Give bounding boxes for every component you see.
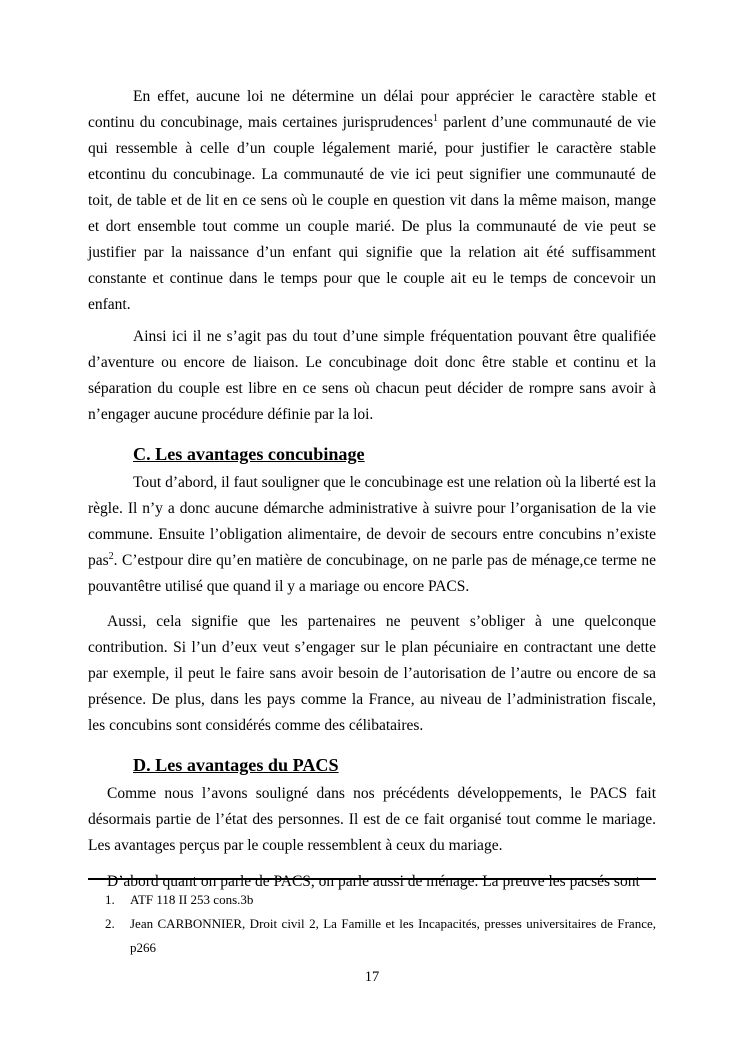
paragraph-text: . C’estpour dire qu’en matière de concubinage, on ne parle pas de ménage,ce terme ne pouvantêtre utilisé que quand il y a mariage ou encore PACS. [88, 552, 656, 595]
footnote-area [88, 878, 656, 960]
paragraph-dabord-quant: D’abord quant on parle de PACS, on parle aussi de ménage. La preuve les pacsés sont [107, 873, 640, 890]
paragraph-comme-nous: Comme nous l’avons souligné dans nos précédents développements, le PACS fait désormais partie de l’état des personnes. Il est de ce fait organisé tout comme le mariage. Les avantages perçus par le couple ressemblent à ceux du mariage. [88, 785, 656, 854]
footnote-item-2 [88, 912, 656, 960]
footnote-ref-2: 2 [108, 550, 114, 562]
footnote-item-1 [88, 888, 656, 912]
paragraph-text: En effet, aucune loi ne détermine un délai pour apprécier le caractère stable et continu du concubinage, mais certaines jurisprudences [88, 88, 656, 131]
footnote-text: ATF 118 II 253 cons.3b [130, 892, 254, 907]
document-body [88, 84, 656, 895]
footnote-number: 2. [105, 916, 115, 931]
section-heading-d [88, 752, 656, 778]
paragraph-text: Tout d’abord, il faut souligner que le concubinage est une relation où la liberté est la règle. Il n’y a donc aucune démarche administrative à suivre pour l’organisation de la vie commune. Ensuite l’obligation alimentaire, de devoir de secours entre concubins n’existe pas [88, 474, 656, 569]
paragraph-text: parlent d’une communauté de vie qui ressemble à celle d’un couple légalement marié, pour justifier le caractère stable etcontinu du concubinage. La communauté de vie ici peut signifier une communauté de toit, de table et de lit en ce sens où le couple en question vit dans la même maison, mange et dort ensemble tout comme un couple marié. De plus la communauté de vie peut se justifier par la naissance d’un enfant qui signifie que la relation ait été suffisamment constante et continue dans le temps pour que le couple ait eu le temps de concevoir un enfant. [88, 114, 657, 313]
paragraph-tout-dabord [88, 470, 656, 600]
footnote-number: 1. [105, 892, 115, 907]
paragraph-aussi: Aussi, cela signifie que les partenaires ne peuvent s’obliger à une quelconque contribution. Si l’un d’eux veut s’engager sur le plan pécuniaire en contractant une dette par exemple, il peut le faire sans avoir besoin de l’autorisation de l’autre ou encore de sa présence. De plus, dans les pays comme la France, au niveau de l’administration fiscale, les concubins sont considérés comme des célibataires. [88, 613, 656, 734]
section-heading-c [88, 441, 656, 467]
section-heading-d-text: D. Les avantages du PACS [133, 755, 339, 775]
footnote-ref-1: 1 [433, 112, 438, 124]
section-heading-c-text: C. Les avantages concubinage [133, 444, 365, 464]
page-number: 17 [364, 969, 380, 985]
footnote-separator-rule [88, 878, 656, 880]
paragraph-ainsi-ici: Ainsi ici il ne s’agit pas du tout d’une simple fréquentation pouvant être qualifiée d’aventure ou encore de liaison. Le concubinage doit donc être stable et continu et la séparation du couple est libre en ce sens où chacun peut décider de rompre sans avoir à n’engager aucune procédure définie par la loi. [88, 328, 656, 423]
footnote-text: Jean CARBONNIER, Droit civil 2, La Famille et les Incapacités, presses universitaires de France, p266 [130, 916, 656, 955]
paragraph-en-effet [88, 84, 656, 318]
